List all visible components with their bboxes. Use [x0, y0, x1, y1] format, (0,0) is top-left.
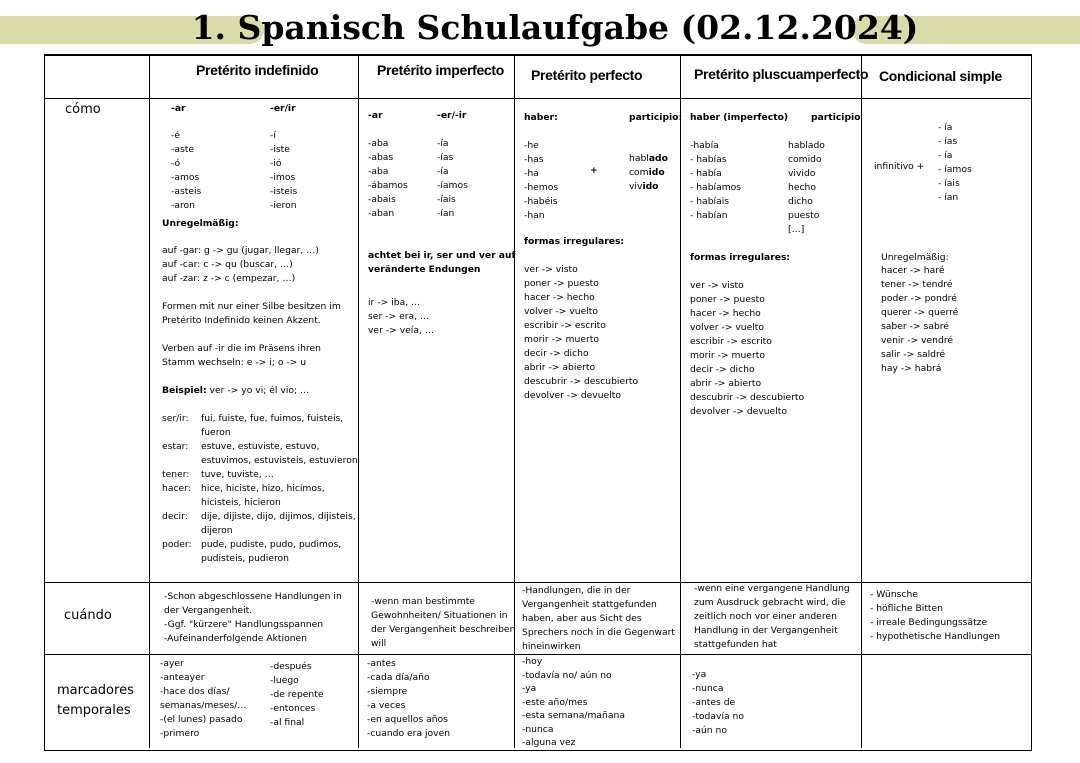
- plusc-haber-forms: -había - habías - había - habíamos - habíais - habían: [690, 140, 742, 221]
- imperf-cuando-text: -wenn man bestimmte Gewohnheiten/ Situationen in der Vergangenheit beschreiben will: [371, 596, 516, 649]
- perf-irregular-forms: ver -> visto poner -> puesto hacer -> hecho volver -> vuelto escribir -> escrito morir -> muerto decir -> dicho abrir -> abierto descubrir -> descubierto devolver -> devuelto: [524, 264, 639, 401]
- plusc-cuando-text: -wenn eine vergangene Handlung zum Ausdruck gebracht wird, die zeitlich noch vor einer anderen Handlung in der Vergangenheit stattgefunden hat: [694, 583, 850, 650]
- indef-unregelmaessig-heading: Unregelmäßig:: [162, 218, 239, 229]
- column-divider: [861, 55, 862, 748]
- plusc-markers: -ya -nunca -antes de -todavía no -aún no: [692, 669, 744, 736]
- indef-irregular-verbs: ser/ir: estar: tener: hacer: decir: poder:: [162, 413, 192, 550]
- perf-plus-sign: +: [590, 165, 598, 176]
- indef-er-endings: -í -iste -ió -imos -isteis -ieron: [270, 130, 298, 211]
- indef-markers-col1: -ayer -anteayer -hace dos días/ semanas/meses/… -(el lunes) pasado -primero: [160, 658, 247, 739]
- indef-example: Beispiel: ver -> yo vi; él vio; …: [162, 385, 310, 396]
- imperf-irregular: ir -> iba, … ser -> era, … ver -> veía, …: [368, 297, 435, 336]
- cond-infinitivo-plus: infinitivo +: [874, 161, 925, 172]
- imperf-ar-endings: -aba -abas -aba -ábamos -abais -aban: [368, 138, 408, 219]
- column-divider: [149, 55, 150, 748]
- column-divider: [680, 55, 681, 748]
- header-condicional-simple: Condicional simple: [879, 68, 1002, 84]
- perf-haber-forms: -he -has -ha -hemos -habéis -han: [524, 140, 559, 221]
- header-preterito-indefinido: Pretérito indefinido: [196, 62, 319, 78]
- indef-ar-heading: -ar: [171, 103, 186, 114]
- header-preterito-pluscuamperfecto: Pretérito pluscuamperfecto: [694, 66, 869, 82]
- indef-stem-change-note: Verben auf -ir die im Präsens ihren Stamm wechseln: e -> i; o -> u: [162, 343, 321, 368]
- imperf-er-endings: -ía -ías -ía -íamos -íais -ían: [437, 138, 468, 219]
- imperf-note: achtet bei ir, ser und ver auf veränderte Endungen: [368, 250, 516, 275]
- imperf-markers: -antes -cada día/año -siempre -a veces -en aquellos años -cuando era joven: [367, 658, 451, 739]
- row-divider: [44, 582, 1031, 583]
- plusc-participio-label: participio: [811, 112, 861, 123]
- header-preterito-perfecto: Pretérito perfecto: [531, 67, 643, 83]
- row-label-marcadores-temporales: marcadores temporales: [57, 683, 134, 718]
- cond-endings: - ía - ías - ía - íamos - íais - ían: [938, 122, 972, 203]
- plusc-irregular-heading: formas irregulares:: [690, 252, 791, 263]
- indef-markers-col2: -después -luego -de repente -entonces -al final: [270, 661, 324, 728]
- indef-er-heading: -er/ir: [270, 103, 296, 114]
- perf-participle-examples: hablado comido vivido: [629, 153, 668, 192]
- perf-markers: -hoy -todavía no/ aún no -ya -este año/mes -esta semana/mañana -nunca -alguna vez: [522, 656, 625, 748]
- cond-unregelmaessig-heading: Unregelmäßig:: [881, 252, 949, 263]
- plusc-irregular-forms: ver -> visto poner -> puesto hacer -> hecho volver -> vuelto escribir -> escrito morir -> muerto decir -> dicho abrir -> abierto descubrir -> descubierto devolver -> devuelto: [690, 280, 805, 417]
- cond-irregular-forms: hacer -> haré tener -> tendré poder -> pondré querer -> querré saber -> sabré venir -> vendré salir -> saldré hay -> habrá: [881, 265, 959, 374]
- header-preterito-imperfecto: Pretérito imperfecto: [377, 62, 505, 78]
- column-divider: [358, 55, 359, 748]
- imperf-ar-heading: -ar: [368, 110, 383, 121]
- imperf-er-heading: -er/-ir: [437, 110, 467, 121]
- indef-cuando-text: -Schon abgeschlossene Handlungen in der Vergangenheit. -Ggf. "kürzere" Handlungsspannen -Aufeinanderfolgende Aktionen: [164, 591, 342, 644]
- row-label-como: cómo: [65, 102, 101, 117]
- plusc-haber-label: haber (imperfecto): [690, 112, 789, 123]
- perf-irregular-heading: formas irregulares:: [524, 236, 625, 247]
- perf-cuando-text: -Handlungen, die in der Vergangenheit stattgefunden haben, aber aus Sicht des Sprechers noch in die Gegenwart hineinwirken: [522, 585, 675, 652]
- indef-irregular-forms: fui, fuiste, fue, fuimos, fuisteis, fueron estuve, estuviste, estuvo, estuvimos, estuvisteis, estuvieron tuve, tuviste, … hice, hiciste, hizo, hicimos, hicisteis, hicieron dije, dijiste, dijo, dijimos, dijisteis, dijeron pude, pudiste, pudo, pudimos, pudisteis, pudieron: [201, 413, 358, 564]
- row-label-cuando: cuándo: [64, 608, 112, 623]
- perf-haber-label: haber:: [524, 112, 558, 123]
- page-title: 1. Spanisch Schulaufgabe (02.12.2024): [191, 8, 919, 47]
- cond-cuando-text: - Wünsche - höfliche Bitten - irreale Bedingungssätze - hypothetische Handlungen: [870, 589, 1001, 642]
- indef-ar-endings: -é -aste -ó -amos -asteis -aron: [171, 130, 202, 211]
- indef-spelling-rules: auf -gar: g -> gu (jugar, llegar, …) auf -car: c -> qu (buscar, …) auf -zar: z -> c (empezar, …): [162, 245, 319, 284]
- indef-accent-note: Formen mit nur einer Silbe besitzen im Pretérito Indefinido keinen Akzent.: [162, 301, 341, 326]
- row-divider: [44, 98, 1031, 99]
- perf-participio-label: participio:: [629, 112, 683, 123]
- plusc-participles: hablado comido vivido hecho dicho puesto […]: [788, 140, 825, 235]
